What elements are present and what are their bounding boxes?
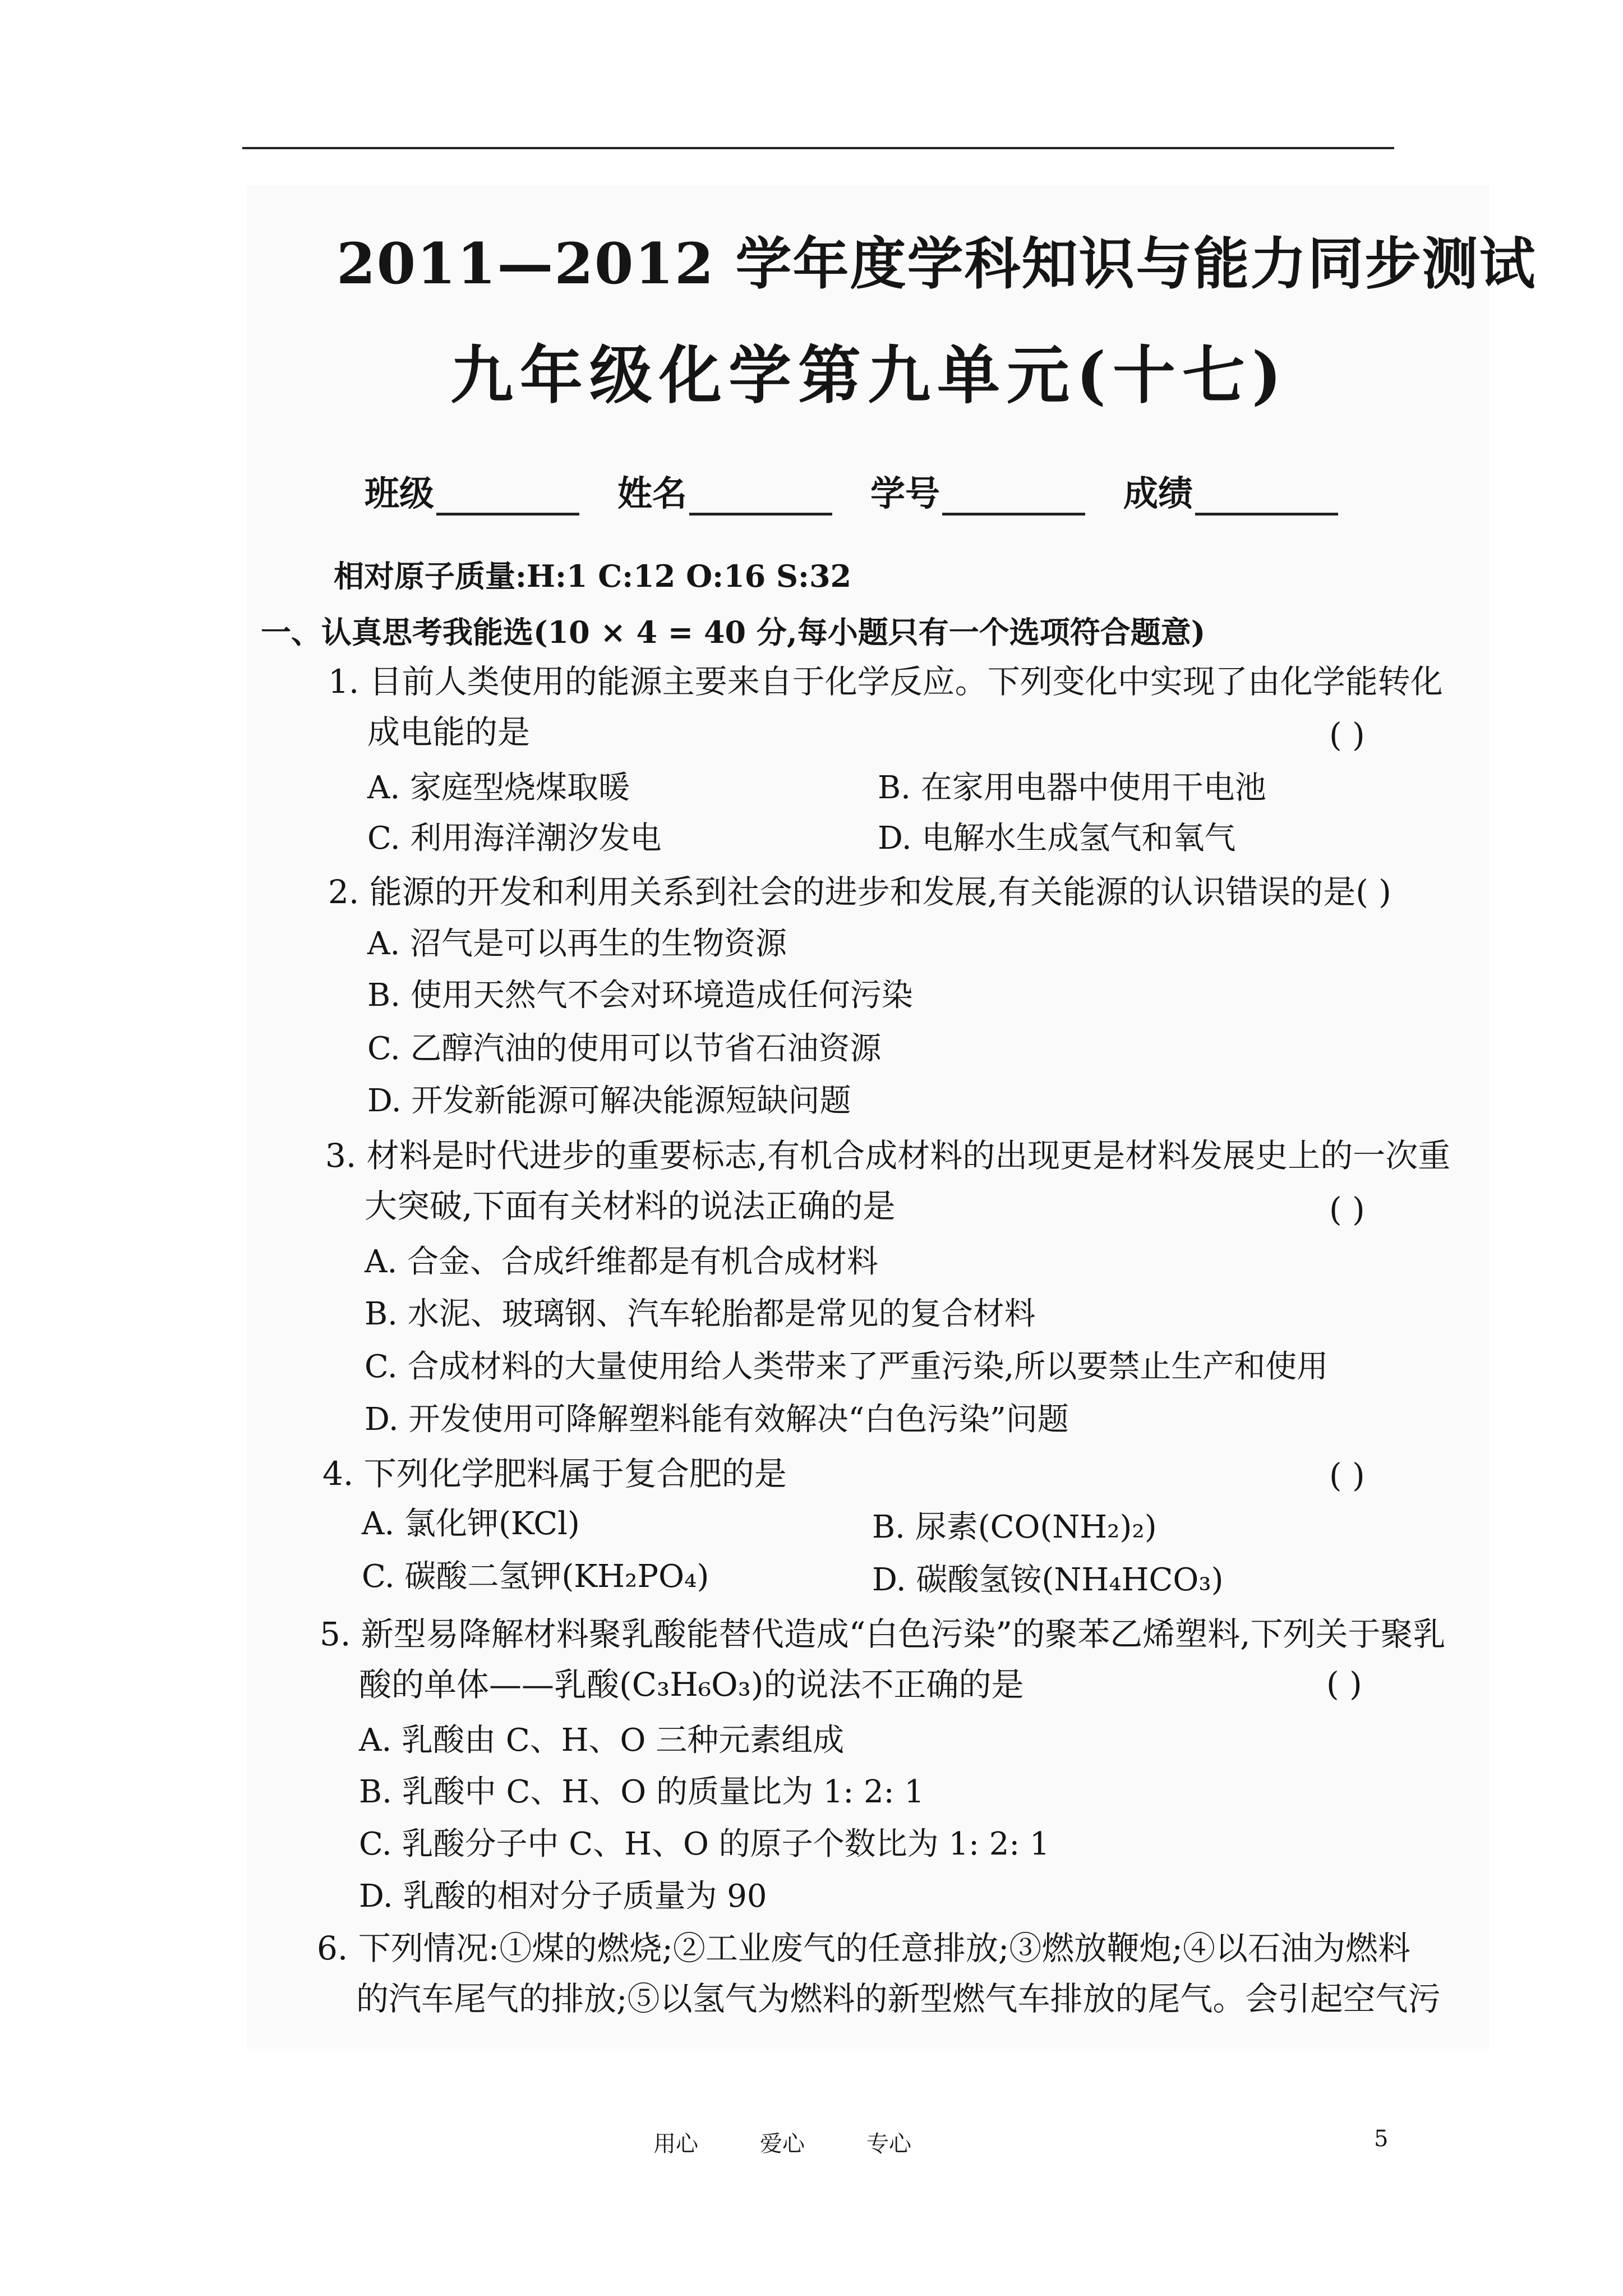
question-3-option-a[interactable]: A. 合金、合成纤维都是有机合成材料 <box>365 1244 879 1280</box>
question-4-option-c[interactable]: C. 碳酸二氢钾(KH₂PO₄) <box>362 1558 709 1595</box>
score-field[interactable] <box>1123 466 1338 516</box>
question-2-option-c[interactable]: C. 乙醇汽油的使用可以节省石油资源 <box>367 1030 882 1067</box>
name-blank[interactable] <box>689 481 832 516</box>
question-5-option-a[interactable]: A. 乳酸由 C、H、O 三种元素组成 <box>359 1722 845 1759</box>
question-5-option-d[interactable]: D. 乳酸的相对分子质量为 90 <box>359 1878 767 1915</box>
question-3-option-d[interactable]: D. 开发使用可降解塑料能有效解决“白色污染”问题 <box>365 1401 1069 1438</box>
question-5-option-c[interactable]: C. 乳酸分子中 C、H、O 的原子个数比为 1: 2: 1 <box>359 1826 1050 1862</box>
question-1-option-b[interactable]: B. 在家用电器中使用干电池 <box>878 770 1266 806</box>
footer-item-2: 爱心 <box>760 2131 805 2157</box>
question-3-answer-blank[interactable]: ( ) <box>1329 1190 1365 1228</box>
question-4-option-d[interactable]: D. 碳酸氢铵(NH₄HCO₃) <box>872 1562 1224 1598</box>
name-field[interactable] <box>617 466 832 516</box>
class-field[interactable] <box>365 466 579 516</box>
question-5-line1: 5. 新型易降解材料聚乳酸能替代造成“白色污染”的聚苯乙烯塑料,下列关于聚乳 <box>320 1615 1446 1653</box>
student-number-label: 学号 <box>870 473 940 514</box>
score-blank[interactable] <box>1195 481 1338 516</box>
question-1-option-d[interactable]: D. 电解水生成氢气和氧气 <box>878 820 1236 857</box>
question-6-line2: 的汽车尾气的排放;⑤以氢气为燃料的新型燃气车排放的尾气。会引起空气污 <box>356 1980 1441 2018</box>
page-subtitle: 九年级化学第九单元(十七) <box>450 339 1288 412</box>
question-1-option-c[interactable]: C. 利用海洋潮汐发电 <box>367 820 662 857</box>
student-number-field[interactable] <box>870 466 1085 516</box>
question-4-answer-blank[interactable]: ( ) <box>1329 1456 1365 1494</box>
question-1-line1: 1. 目前人类使用的能源主要来自于化学反应。下列变化中实现了由化学能转化 <box>328 662 1443 701</box>
question-1-option-a[interactable]: A. 家庭型烧煤取暖 <box>367 770 630 806</box>
question-5-option-b[interactable]: B. 乳酸中 C、H、O 的质量比为 1: 2: 1 <box>359 1774 924 1810</box>
question-2-option-d[interactable]: D. 开发新能源可解决能源短缺问题 <box>367 1083 851 1119</box>
student-number-blank[interactable] <box>942 481 1085 516</box>
class-blank[interactable] <box>436 481 579 516</box>
section-heading: 一、认真思考我能选(10 × 4 = 40 分,每小题只有一个选项符合题意) <box>261 614 1206 650</box>
question-2-option-b[interactable]: B. 使用天然气不会对环境造成任何污染 <box>367 977 913 1014</box>
page-number: 5 <box>1374 2126 1389 2152</box>
question-2-option-a[interactable]: A. 沼气是可以再生的生物资源 <box>367 926 787 962</box>
question-3-option-c[interactable]: C. 合成材料的大量使用给人类带来了严重污染,所以要禁止生产和使用 <box>365 1349 1329 1385</box>
question-5-line2: 酸的单体——乳酸(C₃H₆O₃)的说法不正确的是 <box>359 1665 1024 1704</box>
top-rule <box>242 147 1394 149</box>
question-1-line2: 成电能的是 <box>367 713 531 751</box>
question-4-option-b[interactable]: B. 尿素(CO(NH₂)₂) <box>872 1509 1157 1545</box>
question-3-line2: 大突破,下面有关材料的说法正确的是 <box>365 1187 896 1225</box>
footer-item-1: 用心 <box>653 2131 698 2157</box>
question-6-line1: 6. 下列情况:①煤的燃烧;②工业废气的任意排放;③燃放鞭炮;④以石油为燃料 <box>317 1929 1410 1967</box>
atomic-masses: 相对原子质量:H:1 C:12 O:16 S:32 <box>334 558 852 594</box>
student-info-row <box>365 466 1430 516</box>
name-label: 姓名 <box>617 473 688 514</box>
class-label: 班级 <box>365 473 435 514</box>
footer-slogans <box>653 2126 973 2158</box>
question-2-line1: 2. 能源的开发和利用关系到社会的进步和发展,有关能源的认识错误的是( ) <box>328 873 1391 911</box>
question-3-option-b[interactable]: B. 水泥、玻璃钢、汽车轮胎都是常见的复合材料 <box>365 1296 1036 1332</box>
footer-item-3: 专心 <box>866 2131 911 2157</box>
question-4-line1: 4. 下列化学肥料属于复合肥的是 <box>322 1455 787 1493</box>
question-3-line1: 3. 材料是时代进步的重要标志,有机合成材料的出现更是材料发展史上的一次重 <box>325 1137 1451 1175</box>
score-label: 成绩 <box>1123 473 1193 514</box>
question-5-answer-blank[interactable]: ( ) <box>1326 1665 1362 1703</box>
page-title: 2011—2012 学年度学科知识与能力同步测试 <box>336 231 1537 297</box>
question-1-answer-blank[interactable]: ( ) <box>1329 716 1365 754</box>
question-4-option-a[interactable]: A. 氯化钾(KCl) <box>362 1506 580 1542</box>
